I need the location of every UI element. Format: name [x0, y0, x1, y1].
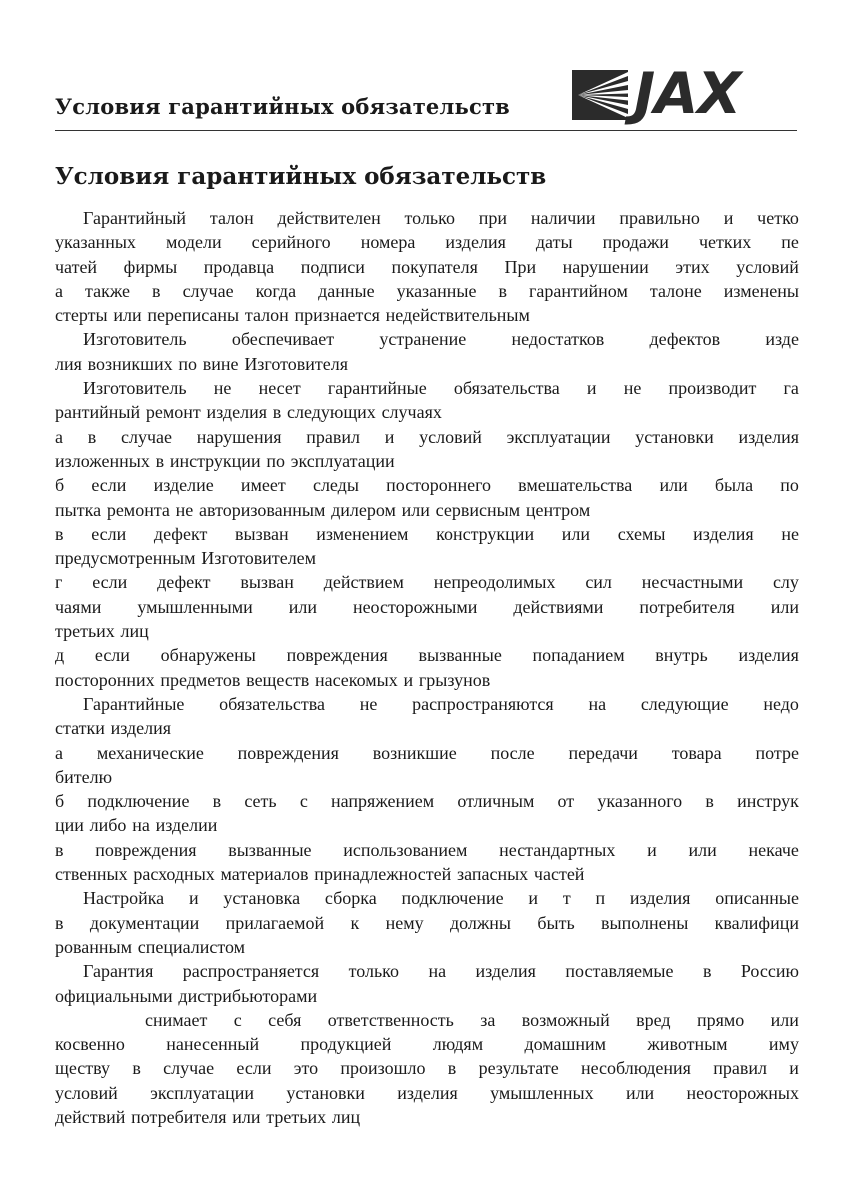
text-line: действий потребителя или третьих лиц — [55, 1106, 361, 1127]
text-line: чаями умышленными или неосторожными действиями потребителя или — [55, 596, 799, 617]
text-line: изложенных в инструкции по эксплуатации — [55, 450, 395, 471]
text-line: б подключение в сеть с напряжением отличным от указанного в инструк — [55, 791, 799, 812]
text-line: официальными дистрибьюторами — [55, 985, 318, 1006]
text-line: а механические повреждения возникшие после передачи товара потре — [55, 742, 799, 763]
text-line: г если дефект вызван действием непреодолимых сил несчастными слу — [55, 572, 799, 593]
text-line: Изготовитель обеспечивает устранение недостатков дефектов изде — [83, 329, 799, 350]
text-line: ществу в случае если это произошло в результате несоблюдения правил и — [55, 1058, 799, 1079]
text-line: ственных расходных материалов принадлежностей запасных частей — [55, 864, 585, 885]
text-line: в повреждения вызванные использованием нестандартных и или некаче — [55, 839, 799, 860]
document-title: Условия гарантийных обязательств — [55, 163, 547, 190]
text-line: лия возникших по вине Изготовителя — [55, 353, 348, 374]
text-line: а также в случае когда данные указанные в гарантийном талоне изменены — [55, 280, 799, 301]
jax-fan-logo-icon — [572, 70, 628, 120]
text-line: указанных модели серийного номера изделия даты продажи четких пе — [55, 232, 799, 253]
text-line: б если изделие имеет следы постороннего вмешательства или была по — [55, 475, 799, 496]
text-line: Изготовитель не несет гарантийные обязательства и не производит га — [83, 378, 799, 399]
text-line: рантийный ремонт изделия в следующих случаях — [55, 402, 442, 423]
text-line: Гарантийный талон действителен только при наличии правильно и четко — [83, 208, 799, 228]
text-line: бителю — [55, 766, 113, 787]
text-line: третьих лиц — [55, 621, 149, 642]
text-line: статки изделия — [55, 718, 172, 739]
text-line: стерты или переписаны талон признается недействительным — [55, 305, 530, 326]
text-line: Гарантийные обязательства не распространяются на следующие недо — [83, 693, 799, 714]
text-line: предусмотренным Изготовителем — [55, 548, 317, 569]
document-body — [55, 206, 799, 1129]
text-line: д если обнаружены повреждения вызванные попаданием внутрь изделия — [55, 645, 799, 666]
jax-logo — [572, 61, 796, 127]
text-line: посторонних предметов веществ насекомых и грызунов — [55, 669, 491, 690]
text-line: пытка ремонта не авторизованным дилером или сервисным центром — [55, 499, 591, 520]
text-line: косвенно нанесенный продукцией людям домашним животным иму — [55, 1034, 799, 1055]
text-line: в документации прилагаемой к нему должны быть выполнены квалифици — [55, 912, 799, 933]
text-line: в если дефект вызван изменением конструкции или схемы изделия не — [55, 523, 799, 544]
text-line: а в случае нарушения правил и условий эксплуатации установки изделия — [55, 426, 799, 447]
text-line: ции либо на изделии — [55, 815, 218, 836]
text-line: чатей фирмы продавца подписи покупателя При нарушении этих условий — [55, 256, 799, 277]
header-divider — [55, 130, 797, 131]
text-line: рованным специалистом — [55, 936, 246, 957]
logo-text: JAX — [634, 61, 741, 127]
text-line: Гарантия распространяется только на изделия поставляемые в Россию — [83, 961, 799, 982]
header-title: Условия гарантийных обязательств — [55, 94, 510, 119]
text-line: снимает с себя ответственность за возможный вред прямо или — [145, 1009, 799, 1030]
text-line: Настройка и установка сборка подключение и т п изделия описанные — [83, 888, 799, 909]
text-line: условий эксплуатации установки изделия умышленных или неосторожных — [55, 1082, 799, 1103]
